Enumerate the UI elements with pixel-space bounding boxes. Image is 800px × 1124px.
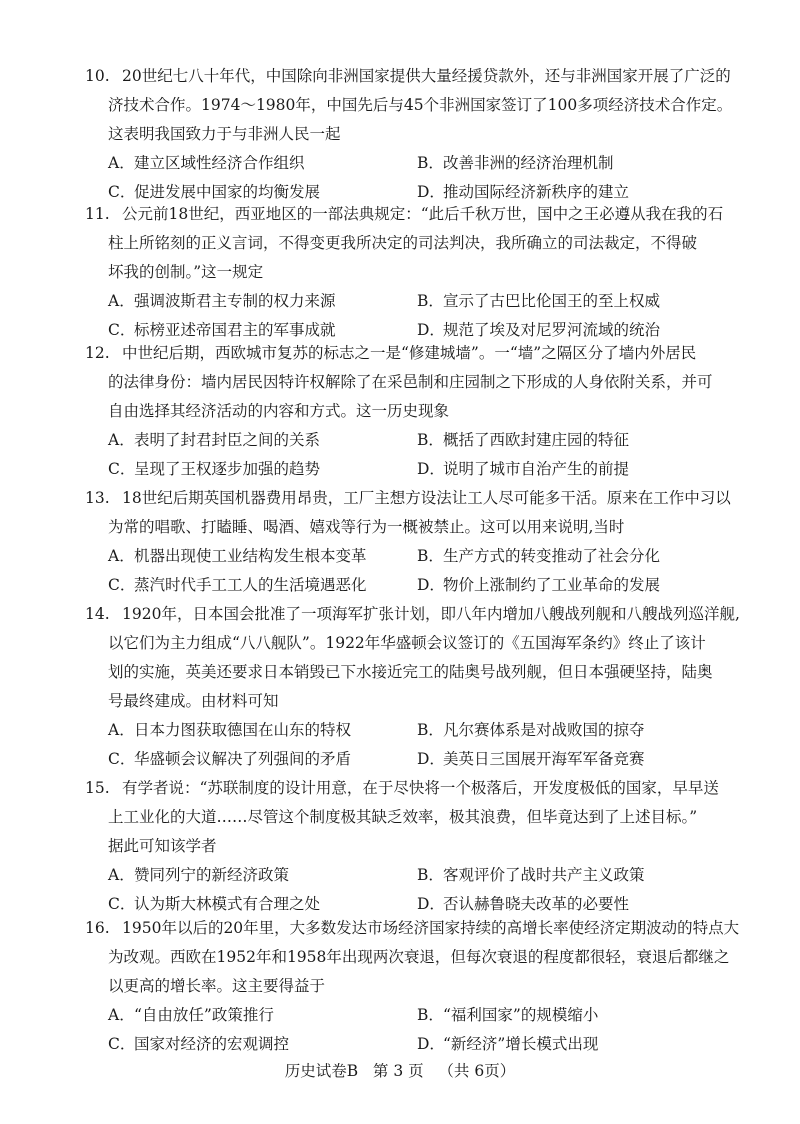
question-stem	[86, 914, 746, 1001]
question-stem	[86, 200, 746, 287]
question-number: 12.	[85, 344, 110, 362]
option-d[interactable]: D．否认赫鲁晓夫改革的必要性	[417, 895, 630, 913]
stem-line: 为常的唱歌、打瞌睡、喝酒、嬉戏等行为一概被禁止。这可以用来说明,当时	[108, 518, 625, 536]
question-10	[86, 62, 746, 207]
options	[86, 542, 746, 600]
option-a[interactable]: A．建立区域性经济合作组织	[108, 154, 305, 172]
question-11	[86, 200, 746, 345]
stem-line: 1920年，日本国会批准了一项海军扩张计划，即八年内增加八艘战列舰和八艘战列巡洋舰,	[122, 605, 740, 623]
question-number: 15.	[85, 779, 110, 797]
stem-line: 20世纪七八十年代，中国除向非洲国家提供大量经援贷款外，还与非洲国家开展了广泛的	[122, 67, 731, 85]
option-b[interactable]: B．凡尔赛体系是对战败国的掠夺	[417, 721, 645, 739]
options	[86, 149, 746, 207]
option-d[interactable]: D．美英日三国展开海军军备竞赛	[417, 750, 645, 768]
stem-line: 划的实施，英美还要求日本销毁已下水接近完工的陆奥号战列舰，但日本强硬坚持，陆奥	[108, 663, 713, 681]
option-a[interactable]: A．“自由放任”政策推行	[108, 1006, 274, 1024]
stem-line: 自由选择其经济活动的内容和方式。这一历史现象	[108, 402, 450, 420]
stem-line: 柱上所铭刻的正义言词，不得变更我所决定的司法判决，我所确立的司法裁定，不得破	[108, 234, 698, 252]
option-a[interactable]: A．日本力图获取德国在山东的特权	[108, 721, 352, 739]
option-a[interactable]: A．强调波斯君主专制的权力来源	[108, 292, 336, 310]
options	[86, 287, 746, 345]
question-number: 10.	[85, 67, 110, 85]
stem-line: 公元前18世纪，西亚地区的一部法典规定：“此后千秋万世，国中之王必遵从我在我的石	[122, 205, 724, 223]
stem-line: 的法律身份：墙内居民因特许权解除了在采邑制和庄园制之下形成的人身依附关系，并可	[108, 373, 713, 391]
option-c[interactable]: C．国家对经济的宏观调控	[108, 1035, 290, 1053]
stem-line: 据此可知该学者	[108, 837, 217, 855]
options	[86, 861, 746, 919]
stem-line: 以更高的增长率。这主要得益于	[108, 977, 326, 995]
page-footer: 历史试卷B 第 3 页 （共 6页）	[284, 1062, 516, 1080]
option-b[interactable]: B．宣示了古巴比伦国王的至上权威	[417, 292, 661, 310]
stem-line: 上工业化的大道……尽管这个制度极其缺乏效率，极其浪费，但毕竟达到了上述目标。”	[108, 808, 698, 826]
option-c[interactable]: C．蒸汽时代手工工人的生活境遇恶化	[108, 576, 367, 594]
option-a[interactable]: A．赞同列宁的新经济政策	[108, 866, 290, 884]
stem-line: 有学者说：“苏联制度的设计用意，在于尽快将一个极落后，开发度极低的国家，早早送	[122, 779, 719, 797]
stem-line: 这表明我国致力于与非洲人民一起	[108, 125, 341, 143]
options	[86, 716, 746, 774]
option-c[interactable]: C．呈现了王权逐步加强的趋势	[108, 460, 321, 478]
question-stem	[86, 484, 746, 542]
stem-line: 1950年以后的20年里，大多数发达市场经济国家持续的高增长率使经济定期波动的特点大	[122, 919, 740, 937]
question-stem	[86, 774, 746, 861]
stem-line: 18世纪后期英国机器费用昂贵，工厂主想方设法让工人尽可能多干活。原来在工作中习以	[122, 489, 731, 507]
option-d[interactable]: D．物价上涨制约了工业革命的发展	[417, 576, 661, 594]
option-d[interactable]: D．推动国际经济新秩序的建立	[417, 183, 630, 201]
question-stem	[86, 339, 746, 426]
options	[86, 426, 746, 484]
option-b[interactable]: B．生产方式的转变推动了社会分化	[417, 547, 661, 565]
option-c[interactable]: C．标榜亚述帝国君主的军事成就	[108, 321, 336, 339]
question-16	[86, 914, 746, 1059]
question-number: 11.	[85, 205, 110, 223]
question-stem	[86, 600, 746, 716]
question-number: 16.	[85, 919, 110, 937]
stem-line: 中世纪后期，西欧城市复苏的标志之一是“修建城墙”。一“墙”之隔区分了墙内外居民	[122, 344, 697, 362]
question-13	[86, 484, 746, 600]
stem-line: 以它们为主力组成“八八舰队”。1922年华盛顿会议签订的《五国海军条约》终止了该计	[108, 634, 706, 652]
question-number: 14.	[85, 605, 110, 623]
option-b[interactable]: B．客观评价了战时共产主义政策	[417, 866, 645, 884]
stem-line: 号最终建成。由材料可知	[108, 692, 279, 710]
option-c[interactable]: C．华盛顿会议解决了列强间的矛盾	[108, 750, 352, 768]
question-number: 13.	[85, 489, 110, 507]
option-b[interactable]: B．概括了西欧封建庄园的特征	[417, 431, 630, 449]
question-stem	[86, 62, 746, 149]
option-b[interactable]: B．“福利国家”的规模缩小	[417, 1006, 599, 1024]
stem-line: 济技术合作。1974～1980年，中国先后与45个非洲国家签订了100多项经济技术合作定。	[108, 96, 733, 114]
option-c[interactable]: C．促进发展中国家的均衡发展	[108, 183, 321, 201]
option-a[interactable]: A．表明了封君封臣之间的关系	[108, 431, 321, 449]
options	[86, 1001, 746, 1059]
option-d[interactable]: D．说明了城市自治产生的前提	[417, 460, 630, 478]
question-12	[86, 339, 746, 484]
question-15	[86, 774, 746, 919]
stem-line: 为改观。西欧在1952年和1958年出现两次衰退，但每次衰退的程度都很轻，衰退后都继之	[108, 948, 730, 966]
option-a[interactable]: A．机器出现使工业结构发生根本变革	[108, 547, 367, 565]
option-b[interactable]: B．改善非洲的经济治理机制	[417, 154, 614, 172]
option-d[interactable]: D．规范了埃及对尼罗河流域的统治	[417, 321, 661, 339]
option-d[interactable]: D．“新经济”增长模式出现	[417, 1035, 599, 1053]
option-c[interactable]: C．认为斯大林模式有合理之处	[108, 895, 321, 913]
stem-line: 坏我的创制。”这一规定	[108, 263, 264, 281]
question-14	[86, 600, 746, 774]
